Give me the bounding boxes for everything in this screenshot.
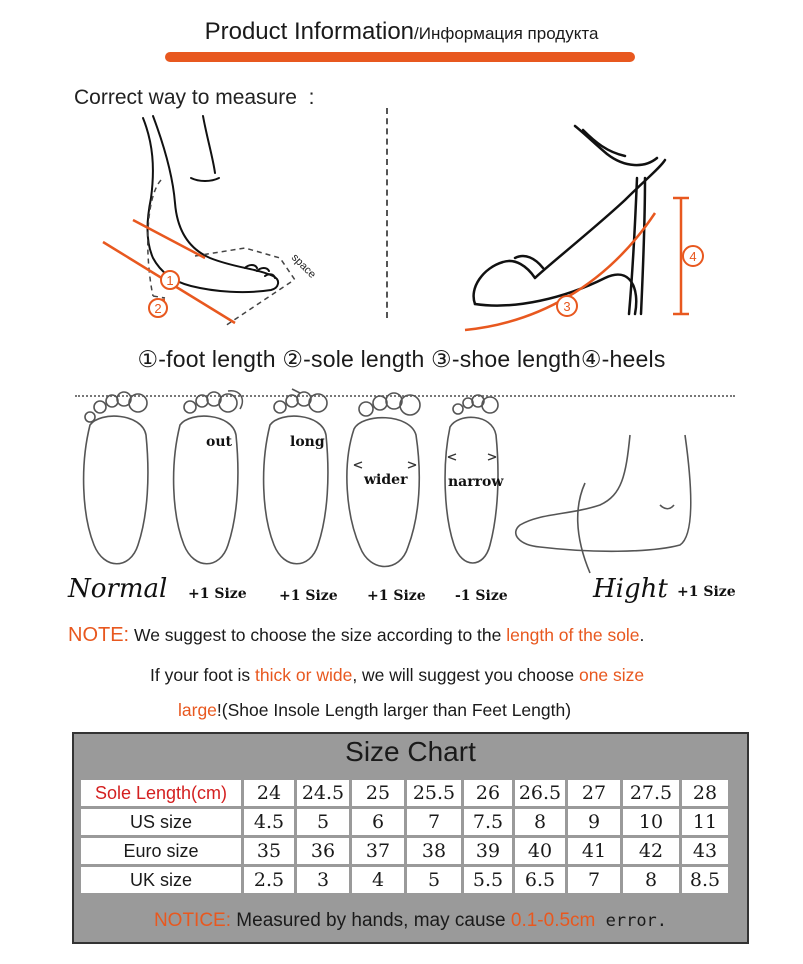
title-underline-bar: [165, 52, 635, 62]
note-line-3: [178, 700, 571, 721]
measure-heading: Correct way to measure :: [74, 86, 315, 109]
table-cell: 24: [244, 780, 294, 806]
row-header: US size: [81, 809, 241, 835]
table-cell: 41: [568, 838, 620, 864]
size-chart-notice: [74, 910, 747, 932]
table-row: [81, 838, 728, 864]
table-cell: 25: [352, 780, 404, 806]
note-label: NOTE:: [68, 624, 130, 646]
notice-range: 0.1-0.5cm: [510, 910, 596, 931]
size-chart-title: Size Chart: [345, 736, 476, 767]
page-title: [0, 18, 803, 46]
fit-label-narrow: narrow: [448, 474, 504, 490]
notice-text: Measured by hands, may cause: [231, 910, 511, 931]
table-cell: 8: [623, 867, 679, 893]
table-cell: 5: [407, 867, 461, 893]
title-russian: /Информация продукта: [414, 24, 599, 43]
row-header: UK size: [81, 867, 241, 893]
note-highlight-one-size: one size: [578, 665, 645, 685]
title-english: Product Information: [204, 18, 415, 45]
fit-label-out: out: [206, 434, 232, 450]
marker-3: 3: [563, 299, 571, 314]
marker-1: 1: [166, 273, 174, 288]
table-cell: 5.5: [464, 867, 512, 893]
table-cell: 11: [682, 809, 728, 835]
note-highlight-large: large: [178, 700, 217, 720]
foot-measure-illustration: [95, 108, 335, 333]
note-line-1: [68, 624, 644, 647]
note-line-2: [150, 665, 644, 686]
note-text: .: [639, 625, 645, 645]
table-cell: 6: [352, 809, 404, 835]
table-cell: 26.5: [515, 780, 565, 806]
table-cell: 2.5: [244, 867, 294, 893]
table-cell: 42: [623, 838, 679, 864]
caption-hight: Hight: [593, 574, 668, 604]
size-chart-table: [78, 777, 731, 896]
table-cell: 36: [297, 838, 349, 864]
note-text: , we will suggest you choose: [352, 665, 579, 685]
space-label: space: [288, 251, 319, 281]
table-cell: 8: [515, 809, 565, 835]
table-cell: 26: [464, 780, 512, 806]
size-chart: [72, 732, 749, 944]
table-row: [81, 780, 728, 806]
note-highlight-thick: thick or wide: [255, 665, 353, 685]
caption-normal: Normal: [68, 574, 168, 604]
table-cell: 27: [568, 780, 620, 806]
marker-2: 2: [154, 301, 162, 316]
table-cell: 6.5: [515, 867, 565, 893]
caption-long-size: +1 Size: [279, 588, 338, 604]
table-cell: 24.5: [297, 780, 349, 806]
table-row: [81, 867, 728, 893]
measure-legend: ①-foot length ②-sole length ③-shoe length④-heels: [137, 346, 666, 372]
table-cell: 4.5: [244, 809, 294, 835]
caption-wider-size: +1 Size: [367, 588, 426, 604]
fit-label-long: long: [290, 434, 325, 450]
table-cell: 8.5: [682, 867, 728, 893]
table-cell: 38: [407, 838, 461, 864]
table-cell: 7: [568, 867, 620, 893]
table-cell: 39: [464, 838, 512, 864]
table-cell: 25.5: [407, 780, 461, 806]
table-row: [81, 809, 728, 835]
table-cell: 9: [568, 809, 620, 835]
row-header: Euro size: [81, 838, 241, 864]
caption-out-size: +1 Size: [188, 586, 247, 602]
note-text: !(Shoe Insole Length larger than Feet Length): [216, 700, 572, 720]
table-cell: 43: [682, 838, 728, 864]
vertical-dashed-divider: [386, 108, 388, 318]
caption-narrow-size: -1 Size: [455, 588, 508, 604]
notice-end: error.: [595, 911, 668, 931]
marker-4: 4: [689, 249, 697, 264]
table-cell: 28: [682, 780, 728, 806]
table-cell: 5: [297, 809, 349, 835]
table-cell: 4: [352, 867, 404, 893]
caption-hight-size: +1 Size: [677, 584, 736, 600]
table-cell: 10: [623, 809, 679, 835]
table-cell: 40: [515, 838, 565, 864]
note-text: We suggest to choose the size according to the: [129, 625, 507, 645]
shoe-measure-illustration: [455, 118, 725, 338]
note-highlight-sole: length of the sole: [506, 625, 640, 645]
table-cell: 7.5: [464, 809, 512, 835]
table-cell: 37: [352, 838, 404, 864]
table-cell: 27.5: [623, 780, 679, 806]
table-cell: 35: [244, 838, 294, 864]
table-cell: 7: [407, 809, 461, 835]
notice-label: NOTICE:: [153, 910, 232, 931]
note-text: If your foot is: [150, 665, 256, 685]
fit-label-wider: wider: [364, 472, 408, 488]
row-header: Sole Length(cm): [81, 780, 241, 806]
table-cell: 3: [297, 867, 349, 893]
